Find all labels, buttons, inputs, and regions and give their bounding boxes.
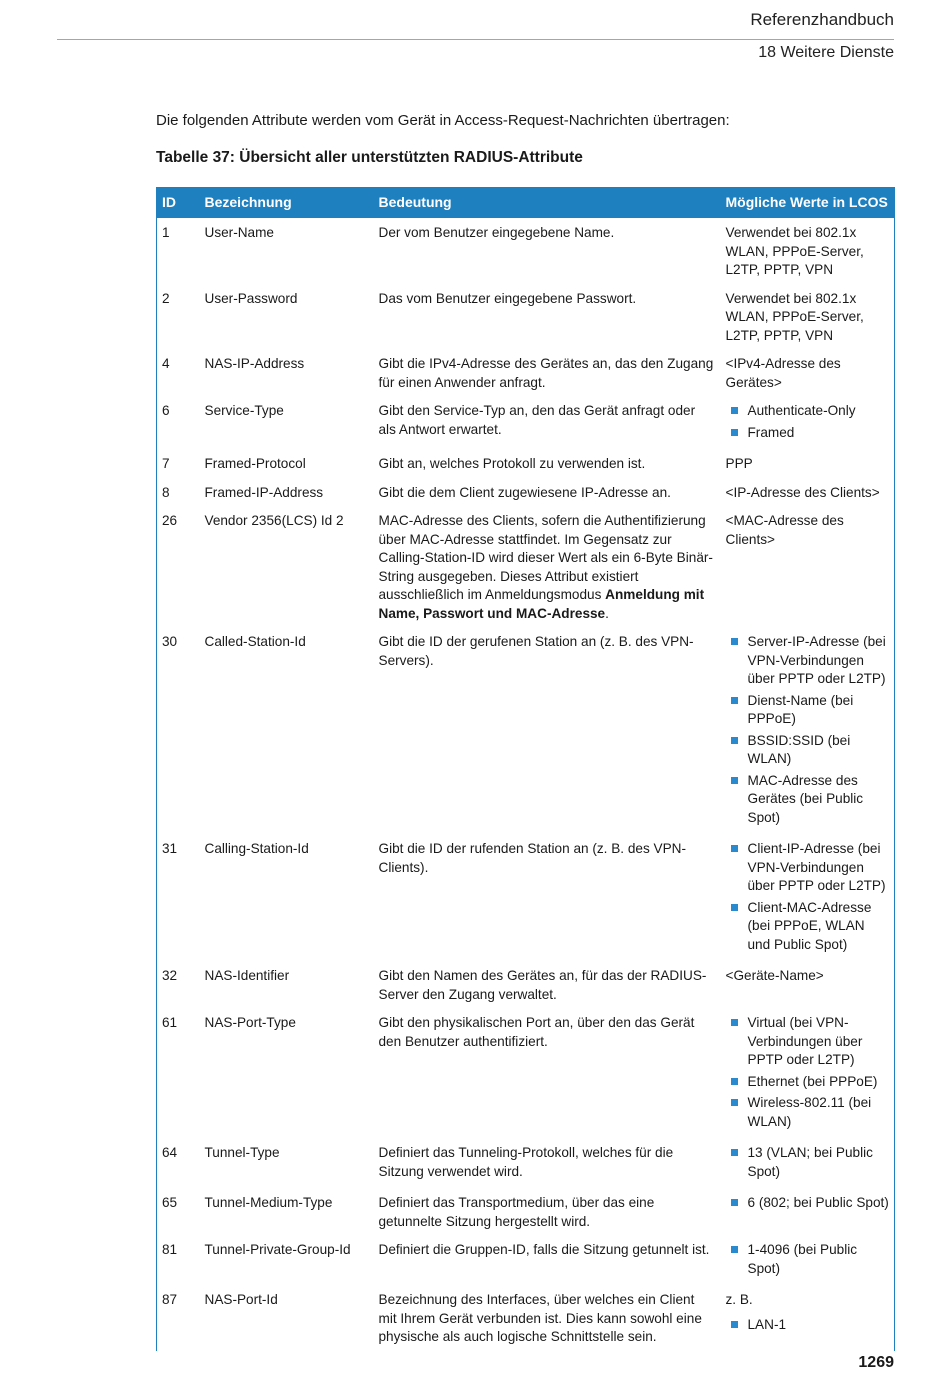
column-header-values: Mögliche Werte in LCOS <box>721 187 895 218</box>
square-bullet-icon <box>731 904 738 911</box>
value-list-item-text: Wireless-802.11 (bei WLAN) <box>747 1095 872 1129</box>
value-list-item <box>726 692 890 729</box>
attribute-name: Framed-Protocol <box>204 456 306 471</box>
value-text: <Geräte-Name> <box>725 968 824 983</box>
value-list-item <box>726 1073 890 1092</box>
attribute-meaning <box>374 506 721 627</box>
attribute-meaning <box>374 396 721 449</box>
square-bullet-icon <box>731 1199 738 1206</box>
table-row <box>157 834 895 961</box>
value-text: <MAC-Adresse des Clients> <box>725 513 844 547</box>
value-list-item <box>726 1241 890 1278</box>
attribute-meaning <box>374 478 721 507</box>
square-bullet-icon <box>731 1019 738 1026</box>
attribute-meaning <box>374 449 721 478</box>
table-header-row <box>157 187 895 218</box>
value-text: <IP-Adresse des Clients> <box>725 484 880 500</box>
square-bullet-icon <box>731 1246 738 1253</box>
attribute-id: 81 <box>162 1242 178 1257</box>
attribute-id: 6 <box>162 403 170 418</box>
value-list <box>726 1194 890 1213</box>
value-prefix: z. B. <box>725 1292 753 1307</box>
attribute-values <box>721 506 895 627</box>
attribute-values <box>721 478 895 507</box>
value-list-item-text: Authenticate-Only <box>747 403 856 418</box>
attribute-values <box>721 284 895 350</box>
attribute-values <box>721 449 895 478</box>
meaning-text: Gibt an, welches Protokoll zu verwenden ist. <box>378 456 646 471</box>
table-row <box>157 478 895 507</box>
table-caption: Tabelle 37: Übersicht aller unterstützten RADIUS-Attribute <box>156 149 583 166</box>
table-body <box>157 218 895 1351</box>
square-bullet-icon <box>731 777 738 784</box>
value-list-item <box>726 1094 890 1131</box>
square-bullet-icon <box>731 638 738 645</box>
attribute-values <box>721 1235 895 1285</box>
table-row <box>157 1138 895 1188</box>
value-list-item-text: Ethernet (bei PPPoE) <box>747 1073 878 1089</box>
attribute-name: NAS-IP-Address <box>204 356 305 371</box>
attribute-name: Framed-IP-Address <box>204 484 324 500</box>
value-list-item <box>726 424 890 443</box>
attribute-id: 30 <box>162 634 178 649</box>
value-list-item-text: Client-MAC-Adresse (bei PPPoE, WLAN und Public Spot) <box>747 899 872 952</box>
attribute-name: Service-Type <box>204 403 284 418</box>
attribute-meaning <box>374 1008 721 1138</box>
header-divider <box>57 39 894 40</box>
attribute-meaning <box>374 1235 721 1285</box>
attribute-values <box>721 834 895 961</box>
attribute-values <box>721 1008 895 1138</box>
square-bullet-icon <box>731 1078 738 1085</box>
value-list-item-text: MAC-Adresse des Gerätes (bei Public Spot) <box>747 772 864 825</box>
meaning-text: Gibt die dem Client zugewiesene IP-Adresse an. <box>378 484 671 500</box>
meaning-text: Bezeichnung des Interfaces, über welches ein Client mit Ihrem Gerät verbunden ist. Dies kann sowohl eine physische als auch logische Schnittstelle sein. <box>378 1292 702 1344</box>
attribute-id: 7 <box>162 456 170 471</box>
meaning-text: Das vom Benutzer eingegebene Passwort. <box>378 290 637 306</box>
attribute-name: User-Name <box>204 225 274 240</box>
attribute-meaning <box>374 1188 721 1235</box>
attribute-values <box>721 1188 895 1235</box>
value-list-item <box>726 1014 890 1070</box>
square-bullet-icon <box>731 737 738 744</box>
value-list-item <box>726 633 890 689</box>
meaning-text: Definiert die Gruppen-ID, falls die Sitzung getunnelt ist. <box>378 1242 710 1257</box>
attribute-values <box>721 1285 895 1351</box>
value-list-item-text: Framed <box>747 424 795 440</box>
meaning-text: Gibt den physikalischen Port an, über den das Gerät den Benutzer authentifiziert. <box>378 1015 695 1049</box>
value-list <box>726 1241 890 1278</box>
meaning-text: Definiert das Transportmedium, über das eine getunnelte Sitzung hergestellt wird. <box>378 1195 655 1229</box>
value-list-item <box>726 1316 890 1335</box>
value-list-item <box>726 1194 890 1213</box>
value-list-item <box>726 402 890 421</box>
value-list <box>726 633 890 827</box>
meaning-text: Gibt den Namen des Gerätes an, für das der RADIUS-Server den Zugang verwaltet. <box>378 968 707 1002</box>
attribute-meaning <box>374 218 721 284</box>
value-list <box>726 402 890 442</box>
table-row <box>157 1008 895 1138</box>
meaning-text: MAC-Adresse des Clients, sofern die Authentifizierung über MAC-Adresse stattfindet. Im Gegensatz zur Calling-Station-ID wird dieser Wert als ein 6-Byte Binär-String ausgegeben. Dieses Attribut existiert ausschließlich im Anmeldungsmodus <box>378 513 713 602</box>
value-list-item-text: BSSID:SSID (bei WLAN) <box>747 732 851 766</box>
value-list <box>726 840 890 954</box>
column-header-id: ID <box>157 187 200 218</box>
attribute-name: Vendor 2356(LCS) Id 2 <box>204 513 344 528</box>
attribute-values <box>721 218 895 284</box>
attribute-meaning <box>374 1138 721 1188</box>
page-number: 1269 <box>858 1354 894 1371</box>
attribute-name: User-Password <box>204 290 298 306</box>
attribute-meaning <box>374 1285 721 1351</box>
value-text: PPP <box>725 456 753 471</box>
attribute-meaning <box>374 627 721 834</box>
table-row <box>157 284 895 350</box>
column-header-meaning: Bedeutung <box>374 187 721 218</box>
value-list-item-text: 1-4096 (bei Public Spot) <box>747 1242 858 1276</box>
meaning-text: Gibt die ID der gerufenen Station an (z. B. des VPN-Servers). <box>378 634 694 668</box>
attribute-values <box>721 396 895 449</box>
square-bullet-icon <box>731 1149 738 1156</box>
value-list-item-text: 6 (802; bei Public Spot) <box>747 1195 889 1210</box>
attribute-id: 65 <box>162 1195 178 1210</box>
attribute-values <box>721 1138 895 1188</box>
table-row <box>157 1188 895 1235</box>
attribute-id: 32 <box>162 968 178 983</box>
attribute-values <box>721 961 895 1008</box>
running-header-chapter: 18 Weitere Dienste <box>758 44 894 61</box>
value-list <box>726 1144 890 1181</box>
attribute-name: Called-Station-Id <box>204 634 306 649</box>
value-list-item-text: LAN-1 <box>747 1316 787 1332</box>
table-row <box>157 627 895 834</box>
attribute-id: 2 <box>162 290 170 306</box>
attribute-name: NAS-Port-Id <box>204 1292 278 1307</box>
attribute-id: 1 <box>162 225 170 240</box>
radius-attributes-table <box>156 187 895 1351</box>
value-list-item <box>726 1144 890 1181</box>
value-list-item-text: 13 (VLAN; bei Public Spot) <box>747 1145 873 1179</box>
attribute-id: 4 <box>162 356 170 371</box>
attribute-id: 61 <box>162 1015 178 1030</box>
square-bullet-icon <box>731 845 738 852</box>
attribute-name: NAS-Port-Type <box>204 1015 296 1030</box>
square-bullet-icon <box>731 407 738 414</box>
table-row <box>157 218 895 284</box>
meaning-text: Gibt den Service-Typ an, den das Gerät anfragt oder als Antwort erwartet. <box>378 403 696 437</box>
value-text: Verwendet bei 802.1x WLAN, PPPoE-Server, L2TP, PPTP, VPN <box>725 225 864 277</box>
attribute-meaning <box>374 349 721 396</box>
square-bullet-icon <box>731 1099 738 1106</box>
value-list-item <box>726 732 890 769</box>
table-row <box>157 349 895 396</box>
attribute-id: 8 <box>162 484 170 500</box>
table-row <box>157 396 895 449</box>
attribute-id: 26 <box>162 513 178 528</box>
square-bullet-icon <box>731 697 738 704</box>
attribute-values <box>721 627 895 834</box>
attribute-id: 64 <box>162 1145 178 1160</box>
square-bullet-icon <box>731 1321 738 1328</box>
meaning-text: Gibt die ID der rufenden Station an (z. B. des VPN-Clients). <box>378 841 687 875</box>
value-list <box>726 1014 890 1131</box>
meaning-text: Gibt die IPv4-Adresse des Gerätes an, das den Zugang für einen Anwender anfragt. <box>378 356 714 390</box>
attribute-name: NAS-Identifier <box>204 968 290 983</box>
value-list <box>726 1316 890 1335</box>
attribute-name: Tunnel-Medium-Type <box>204 1195 333 1210</box>
intro-paragraph: Die folgenden Attribute werden vom Gerät in Access-Request-Nachrichten übertragen: <box>156 112 730 129</box>
meaning-tail: . <box>605 605 609 621</box>
meaning-text: Der vom Benutzer eingegebene Name. <box>378 225 615 240</box>
value-list-item-text: Dienst-Name (bei PPPoE) <box>747 692 854 726</box>
attribute-name: Tunnel-Type <box>204 1145 280 1160</box>
attribute-values <box>721 349 895 396</box>
attribute-name: Tunnel-Private-Group-Id <box>204 1242 351 1257</box>
square-bullet-icon <box>731 429 738 436</box>
attribute-name: Calling-Station-Id <box>204 841 309 856</box>
value-list-item-text: Client-IP-Adresse (bei VPN-Verbindungen über PPTP oder L2TP) <box>747 841 886 893</box>
table-row <box>157 1235 895 1285</box>
table-row <box>157 449 895 478</box>
attribute-id: 87 <box>162 1292 178 1307</box>
running-header-title: Referenzhandbuch <box>750 10 894 29</box>
attribute-meaning <box>374 961 721 1008</box>
column-header-name: Bezeichnung <box>200 187 374 218</box>
attribute-meaning <box>374 834 721 961</box>
value-list-item <box>726 772 890 828</box>
value-text: Verwendet bei 802.1x WLAN, PPPoE-Server, L2TP, PPTP, VPN <box>725 290 864 343</box>
value-list-item <box>726 840 890 896</box>
value-list-item-text: Server-IP-Adresse (bei VPN-Verbindungen über PPTP oder L2TP) <box>747 634 886 686</box>
value-list-item-text: Virtual (bei VPN-Verbindungen über PPTP oder L2TP) <box>747 1015 863 1067</box>
value-text: <IPv4-Adresse des Gerätes> <box>725 356 841 390</box>
table-row <box>157 506 895 627</box>
meaning-text: Definiert das Tunneling-Protokoll, welches für die Sitzung verwendet wird. <box>378 1145 674 1179</box>
attribute-meaning <box>374 284 721 350</box>
attribute-id: 31 <box>162 841 178 856</box>
value-list-item <box>726 899 890 955</box>
table-row <box>157 1285 895 1351</box>
table-row <box>157 961 895 1008</box>
meaning-emphasis: Anmeldung mit Name, Passwort und MAC-Adresse <box>378 587 705 621</box>
